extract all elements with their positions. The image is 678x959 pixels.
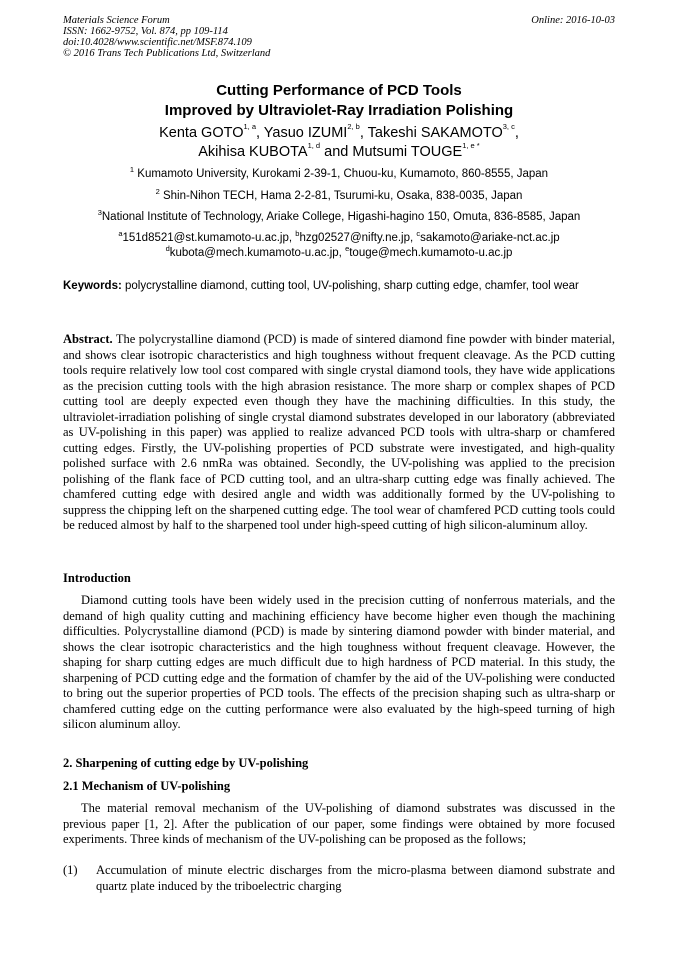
author-sup: 2, b xyxy=(347,122,360,131)
paper-title xyxy=(40,81,638,121)
affiliation-text: Shin-Nihon TECH, Hama 2-2-81, Tsurumi-ku, Osaka, 838-0035, Japan xyxy=(159,190,523,202)
affiliation-sup: 2 xyxy=(155,187,160,196)
abstract-label: Abstract. xyxy=(63,332,113,346)
list-item-text: Accumulation of minute electric discharges from the micro-plasma between diamond substrate and quartz plate induced by the triboelectric charging xyxy=(96,863,615,893)
email-link[interactable]: sakamoto@ariake-nct.ac.jp xyxy=(420,232,560,244)
abstract xyxy=(63,332,615,534)
author-touge: and Mutsumi TOUGE xyxy=(320,144,463,160)
keywords-text: polycrystalline diamond, cutting tool, UV-polishing, sharp cutting edge, chamfer, tool wear xyxy=(121,280,579,292)
keywords xyxy=(63,279,615,294)
author-separator: , xyxy=(514,125,519,141)
email-sup: b xyxy=(295,229,300,238)
section-2-heading: 2. Sharpening of cutting edge by UV-polishing xyxy=(63,756,309,770)
journal-doi: doi:10.4028/www.scientific.net/MSF.874.109 xyxy=(63,37,252,48)
keywords-label: Keywords: xyxy=(63,280,122,292)
author-list xyxy=(40,124,638,162)
author-izumi: , Yasuo IZUMI xyxy=(256,125,348,141)
abstract-text: The polycrystalline diamond (PCD) is made of sintered diamond fine powder with binder material, and shows clear isotropic characteristics and high toughness without frequent cleavage. As the PCD cutting tools require relatively low tool cost compared with single crystal diamond tools, they have wide applications as the precision cutting tools with the high abrasion resistance. The more sharp or complex shapes of PCD cutting tool are deeply expected even though they have the machining difficulties. In this study, the ultraviolet-irradiation polishing of single crystal diamond substrates developed in our laboratory (abbreviated as UV-polishing in this paper) was applied to realize advanced PCD tools with ultra-sharp or chamfered cutting edges. Firstly, the UV-polishing properties of PCD substrate were investigated, and high-quality polished surface with 2.6 nmRa was obtained. Secondly, the UV-polishing was applied to the precision polishing of the flank face of PCD cutting tool, and an ultra-sharp cutting edge was finally achieved. The chamfered cutting edge with desired angle and width was additionally formed by the UV-polishing to suppress the chipping left on the sharpened cutting edge. The tool wear of chamfered PCD cutting tools could be reduced almost by half to the sharpened tool under high-speed cutting of high silicon-aluminum alloy. xyxy=(63,332,615,532)
author-line-2 xyxy=(40,143,638,162)
list-item-number: (1) xyxy=(63,863,78,877)
journal-header xyxy=(63,15,615,59)
journal-copyright: © 2016 Trans Tech Publications Ltd, Switzerland xyxy=(63,48,271,59)
paper-title-line2: Improved by Ultraviolet-Ray Irradiation Polishing xyxy=(164,102,514,119)
section-2-1-heading: 2.1 Mechanism of UV-polishing xyxy=(63,779,231,793)
author-kubota: Akihisa KUBOTA xyxy=(198,144,308,160)
email-line-1 xyxy=(40,231,638,246)
online-date: Online: 2016-10-03 xyxy=(531,15,615,26)
author-sakamoto: , Takeshi SAKAMOTO xyxy=(359,125,503,141)
email-sup: c xyxy=(416,229,421,238)
email-link[interactable]: touge@mech.kumamoto-u.ac.jp xyxy=(349,247,513,259)
author-sup: 1, a xyxy=(243,122,256,131)
email-link[interactable]: 151d8521@st.kumamoto-u.ac.jp, xyxy=(122,232,296,244)
email-sup: d xyxy=(165,244,170,253)
email-list xyxy=(40,231,638,261)
author-line-1 xyxy=(40,124,638,143)
journal-issn: ISSN: 1662-9752, Vol. 874, pp 109-114 xyxy=(63,26,228,37)
section-2-1-text: The material removal mechanism of the UV-polishing of diamond substrates was discussed in the previous paper [1, 2]. After the publication of our paper, some findings were obtained by more focused experiments. Three kinds of mechanism of the UV-polishing can be proposed as the follows; xyxy=(63,801,615,846)
affiliation-text: Kumamoto University, Kurokami 2-39-1, Chuou-ku, Kumamoto, 860-8555, Japan xyxy=(134,168,549,180)
list-item xyxy=(63,863,615,894)
affiliation-1 xyxy=(40,167,638,181)
affiliation-sup: 1 xyxy=(129,165,135,174)
author-sup: 1, d xyxy=(307,141,321,150)
email-link[interactable]: hzg02527@nifty.ne.jp, xyxy=(299,232,417,244)
email-link[interactable]: kubota@mech.kumamoto-u.ac.jp, xyxy=(169,247,346,259)
introduction-heading: Introduction xyxy=(63,571,131,585)
journal-name: Materials Science Forum xyxy=(63,15,170,26)
author-goto: Kenta GOTO xyxy=(159,125,244,141)
email-line-2 xyxy=(40,246,638,261)
email-sup: e xyxy=(345,244,350,253)
author-sup: 1, e * xyxy=(462,141,480,150)
author-sup: 3, c xyxy=(502,122,515,131)
affiliation-3 xyxy=(40,210,638,224)
affiliation-text: National Institute of Technology, Ariake College, Higashi-hagino 150, Omuta, 836-8585, Japan xyxy=(101,211,581,223)
email-sup: a xyxy=(118,229,123,238)
introduction-text: Diamond cutting tools have been widely used in the precision cutting of nonferrous materials, and the demand of high quality cutting and machining efficiency have become higher even though the machining difficulties. Polycrystalline diamond (PCD) is made by sintering diamond powder with binder material, and shows the clear isotropic characteristics and the high toughness without frequent cleavage. However, the shaping for sharp cutting edges are much difficult due to high hardness of PCD material. In this study, the sharpening of PCD cutting edge and the formation of chamfer by the aid of the UV-polishing were conducted to bring out the superior properties of PCD tools. The effects of the precision shaping such as ultra-sharp or chamfered cutting edge on the cutting performance were also evaluated by the high-speed turning of high silicon aluminum alloy. xyxy=(63,593,615,731)
paper-title-line1: Cutting Performance of PCD Tools xyxy=(216,82,462,99)
affiliation-sup: 3 xyxy=(97,208,102,217)
affiliation-2 xyxy=(40,189,638,203)
